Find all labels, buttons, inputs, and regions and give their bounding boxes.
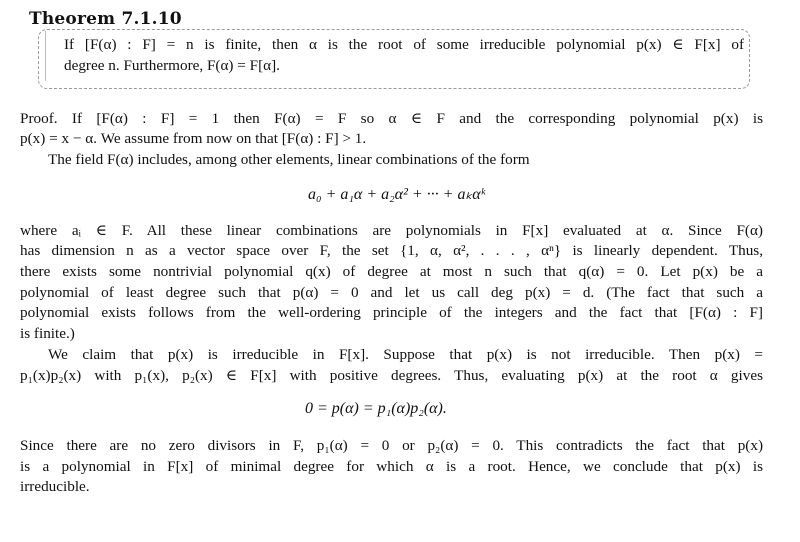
para2-intro: The field F(α) includes, among other elements, linear combinations of the form [48,151,530,168]
para2-line-3: there exists some nontrivial polynomial q(x) of degree at most n such that q(α) = 0. Let p(x) be a [20,263,763,280]
para4-line-1: Since there are no zero divisors in F, p₁(α) = 0 or p₂(α) = 0. This contradicts the fact that p(x) [20,437,763,454]
display-equation-linear-combination: a₀ + a₁α + a₂α² + ··· + aₖαᵏ [308,186,486,203]
para3-line-2: p₁(x)p₂(x) with p₁(x), p₂(x) ∈ F[x] with positive degrees. Thus, evaluating p(x) at the root α gives [20,367,763,384]
para2-line-6: is finite.) [20,325,75,342]
para4-line-2: is a polynomial in F[x] of minimal degree for which α is a root. Hence, we conclude that p(x) is [20,458,763,475]
proof-line-2: p(x) = x − α. We assume from now on that [F(α) : F] > 1. [20,130,367,147]
para2-line-2: has dimension n as a vector space over F, the set {1, α, α², . . . , αⁿ} is linearly dependent. Thus, [20,242,763,259]
theorem-line-1: If [F(α) : F] = n is finite, then α is the root of some irreducible polynomial p(x) ∈ F[x] of [64,36,744,53]
para4-line-3: irreducible. [20,478,90,495]
para2-line-1: where aᵢ ∈ F. All these linear combinations are polynomials in F[x] evaluated at α. Since F(α) [20,222,763,239]
proof-line-1: Proof. If [F(α) : F] = 1 then F(α) = F so α ∈ F and the corresponding polynomial p(x) is [20,110,763,127]
para2-line-4: polynomial of least degree such that p(α) = 0 and let us call deg p(x) = d. (The fact that such a [20,284,763,301]
para2-line-5: polynomial exists follows from the well-ordering principle of the integers and the fact that [F(α) : F] [20,304,763,321]
theorem-heading: Theorem 7.1.10 [29,9,182,29]
display-equation-evaluation: 0 = p(α) = p₁(α)p₂(α). [305,400,447,417]
theorem-line-2: degree n. Furthermore, F(α) = F[α]. [64,57,280,74]
para3-line-1: We claim that p(x) is irreducible in F[x]. Suppose that p(x) is not irreducible. Then p(x) = [48,346,763,363]
